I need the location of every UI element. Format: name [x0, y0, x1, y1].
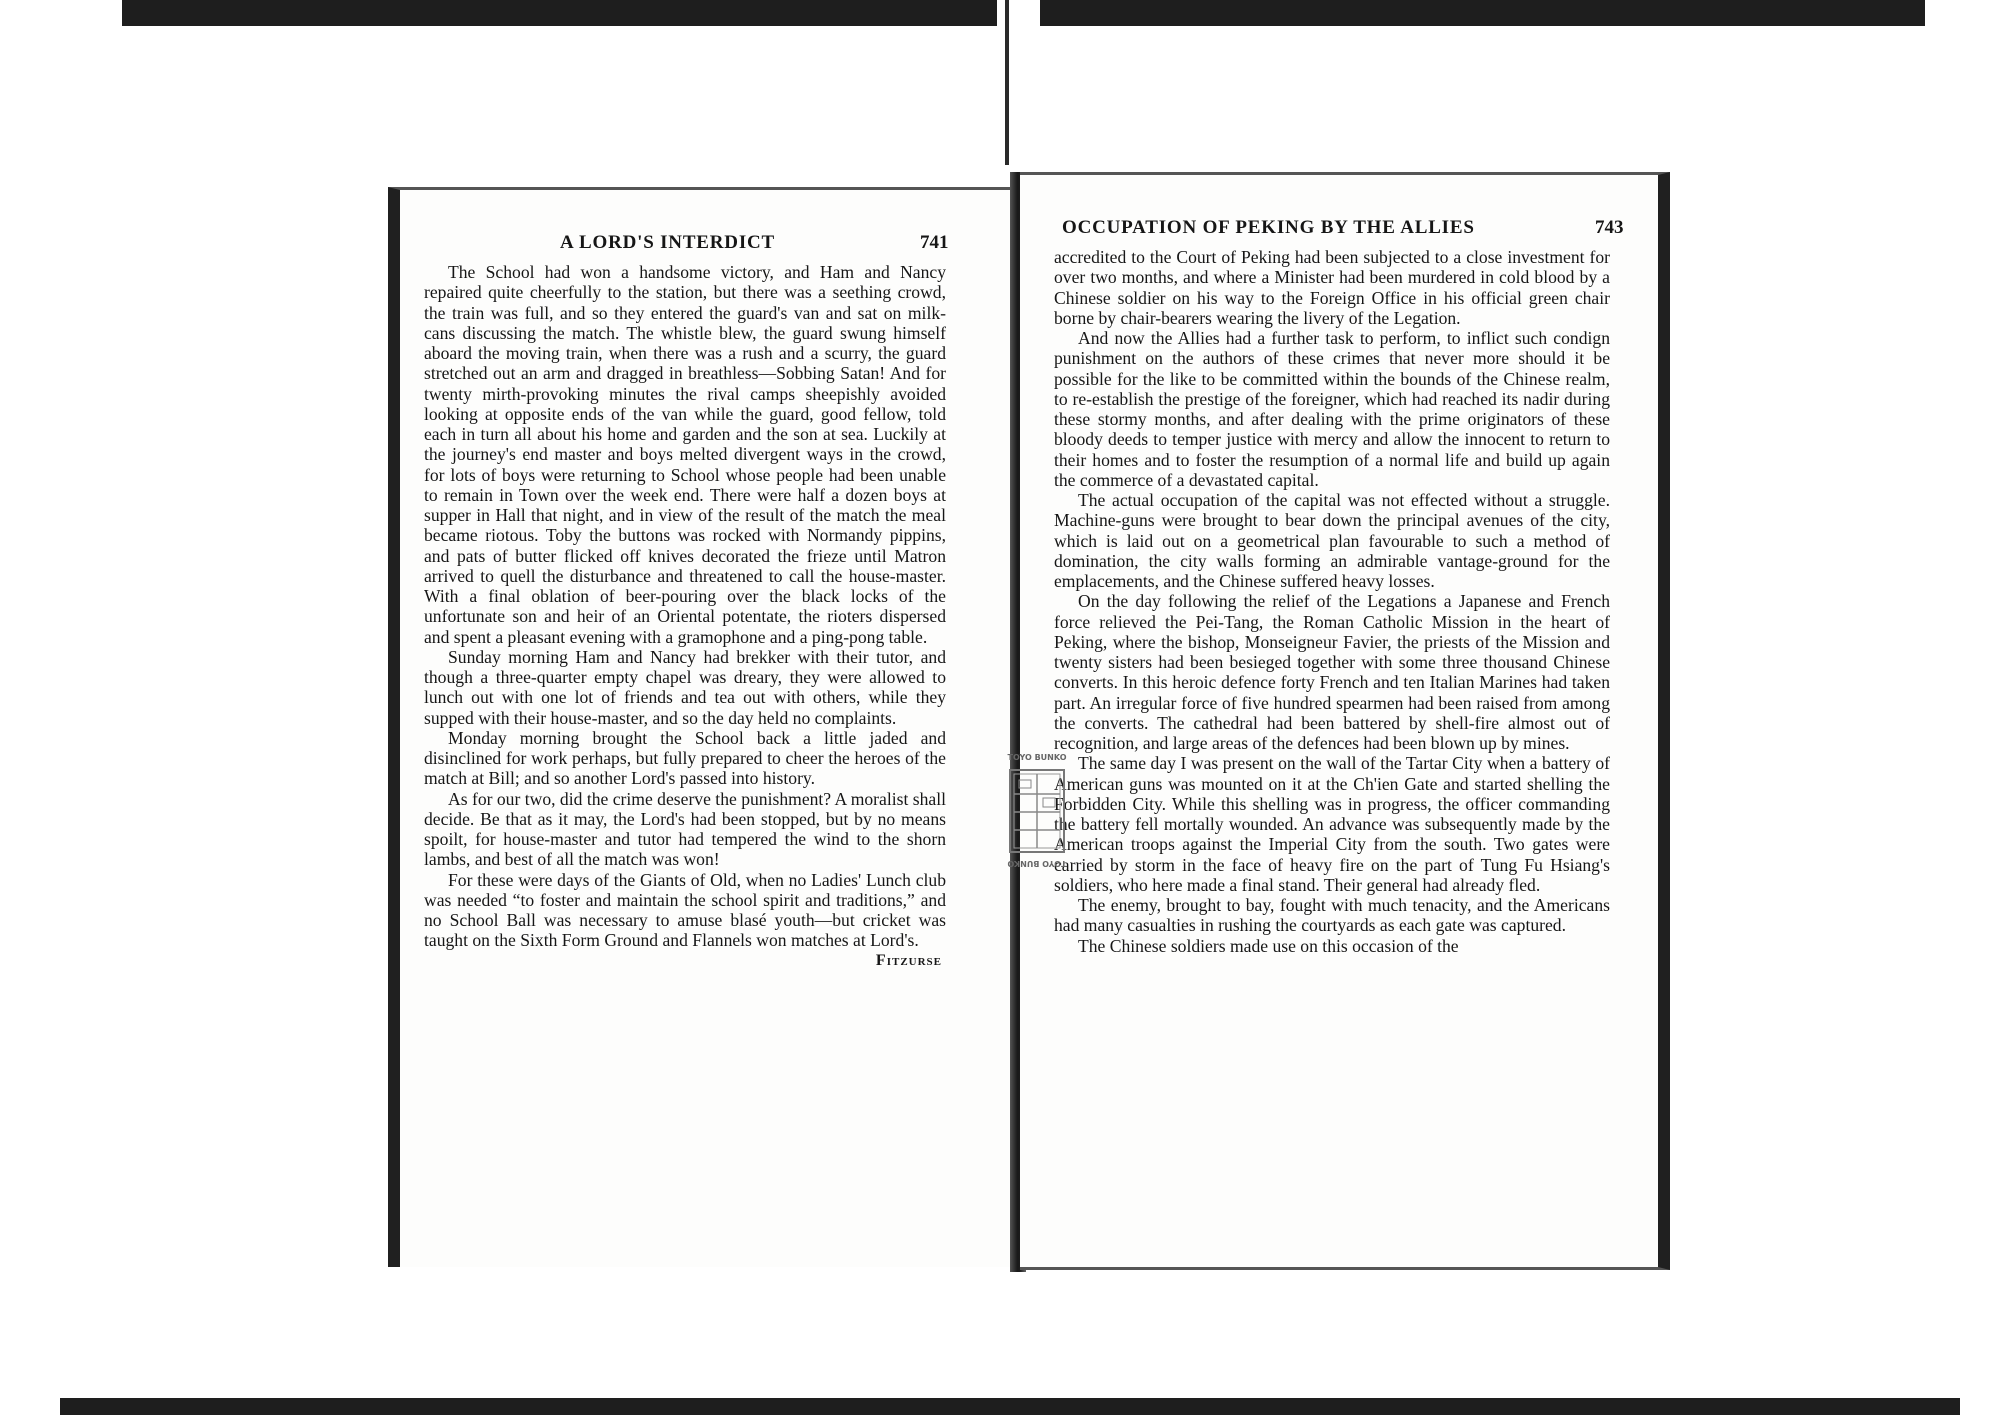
left-paragraph-3: Monday morning brought the School back a little jaded and disinclined for work perhaps, but fully prepared to cheer the heroes of the match at Bill; and so another Lord's passed into history. [424, 727, 946, 789]
right-paragraph-4: On the day following the relief of the Legations a Japanese and French force relieved the Pei-Tang, the Roman Catholic Mission in the heart of Peking, where the bishop, Monseigneur Favier, the priests of the Mission and twenty sisters had been besieged together with some three thousand Chinese converts. In this heroic defence forty French and ten Italian Marines had taken part. An irregular force of five hundred spearmen had been raised from among the converts. The cathedral had been battered by shell-fire almost out of recognition, and large areas of the defences had been blown up by mines. [1054, 591, 1610, 753]
left-page [388, 187, 1028, 1267]
left-text-block [424, 262, 946, 971]
library-stamp-icon [1004, 750, 1070, 875]
right-paragraph-7: The Chinese soldiers made use on this occasion of the [1078, 935, 1459, 956]
left-paragraph-4: As for our two, did the crime deserve the punishment? A moralist shall decide. Be that as it may, the Lord's had been stopped, but by no means spoilt, for house-master and tutor had tempered the wind to the shorn lambs, and best of all the match was won! [424, 788, 946, 870]
right-text-block [1054, 247, 1610, 956]
left-paragraph-1: The School had won a handsome victory, and Ham and Nancy repaired quite cheerfully to the station, but there was a seething crowd, the train was full, and so they entered the guard's van and sat on milk-cans discussing the match. The whistle blew, the guard swung himself aboard the moving train, when there was a rush and a scurry, the guard stretched out an arm and dragged in breathless—Sobbing Satan! And for twenty mirth-provoking minutes the rival camps sheepishly avoided looking at opposite ends of the van while the guard, good fellow, told each in turn all about his home and garden and the son at sea. Luckily at the journey's end master and boys melted divergent ways in the crowd, for lots of boys were returning to School whose people had been unable to remain in Town over the week end. There were half a dozen boys at supper in Hall that night, and in view of the result of the match the meal became riotous. Toby the buttons was rocked with Normandy pippins, and pats of butter flicked off knives decorated the frieze until Matron arrived to quell the disturbance and threatened to call the house-master. With a final oblation of beer-pouring over the black locks of the unfortunate son and heir of an Oriental potentate, the rioters dispersed and spent a pleasant evening with a gramophone and a ping-pong table. [424, 262, 946, 647]
left-running-head: A LORD'S INTERDICT [560, 232, 776, 253]
scanner-gutter-line [1005, 0, 1009, 165]
left-paragraph-5: For these were days of the Giants of Old, when no Ladies' Lunch club was needed “to foster and maintain the school spirit and traditions,” and no School Ball was necessary to amuse blasé youth—but cricket was taught on the Sixth Form Ground and Flannels won matches at Lord's. [424, 869, 946, 951]
right-page [1020, 172, 1670, 1270]
right-paragraph-6: The enemy, brought to bay, fought with much tenacity, and the Americans had many casualties in rushing the courtyards as each gate was captured. [1054, 895, 1610, 936]
left-paragraph-2: Sunday morning Ham and Nancy had brekker with their tutor, and though a three-quarter empty chapel was dreary, they were allowed to lunch out with one lot of friends and tea out with others, while they supped with their house-master, and so the day held no complaints. [424, 646, 946, 728]
author-signature: Fitzurse [875, 951, 942, 969]
right-paragraph-5: The same day I was present on the wall of the Tartar City when a battery of American guns was mounted on it at the Ch'ien Gate and started shelling the Forbidden City. While this shelling was in progress, the officer commanding the battery fell mortally wounded. An advance was subsequently made by the American troops against the Imperial City from the south. Two gates were carried by storm in the face of heavy fire on the part of Tung Fu Hsiang's soldiers, who here made a final stand. Their general had already fled. [1054, 753, 1610, 895]
right-paragraph-3: The actual occupation of the capital was not effected without a struggle. Machine-guns were brought to bear down the principal avenues of the city, which is laid out on a geometrical plan favourable to such a method of domination, the city walls forming an admirable vantage-ground for the emplacements, and the Chinese suffered heavy losses. [1054, 490, 1610, 591]
right-paragraph-2: And now the Allies had a further task to perform, to inflict such condign punishment on the authors of these crimes that never more should it be possible for the like to be committed within the bounds of the Chinese realm, to re-establish the prestige of the foreigner, which had reached its nadir during these stormy months, and after dealing with the prime originators of these bloody deeds to temper justice with mercy and allow the innocent to return to their homes and to foster the resumption of a normal life and build up again the commerce of a devastated capital. [1054, 328, 1610, 490]
right-running-head: OCCUPATION OF PEKING BY THE ALLIES [1062, 217, 1475, 238]
scan-edge-top-left [122, 0, 997, 26]
scan-edge-top-right [1040, 0, 1925, 26]
left-page-number: 741 [920, 232, 949, 253]
stamp-text-top: TOYO BUNKO [1007, 753, 1067, 762]
scan-edge-bottom [60, 1398, 1960, 1415]
stamp-text-bottom: TOYO BUNKO [1007, 859, 1067, 868]
right-page-number: 743 [1595, 217, 1624, 238]
right-paragraph-1: accredited to the Court of Peking had been subjected to a close investment for over two months, and where a Minister had been murdered in cold blood by a Chinese soldier on his way to the Foreign Office in his official green chair borne by chair-bearers wearing the livery of the Legation. [1054, 247, 1610, 328]
open-book [388, 172, 1670, 1272]
